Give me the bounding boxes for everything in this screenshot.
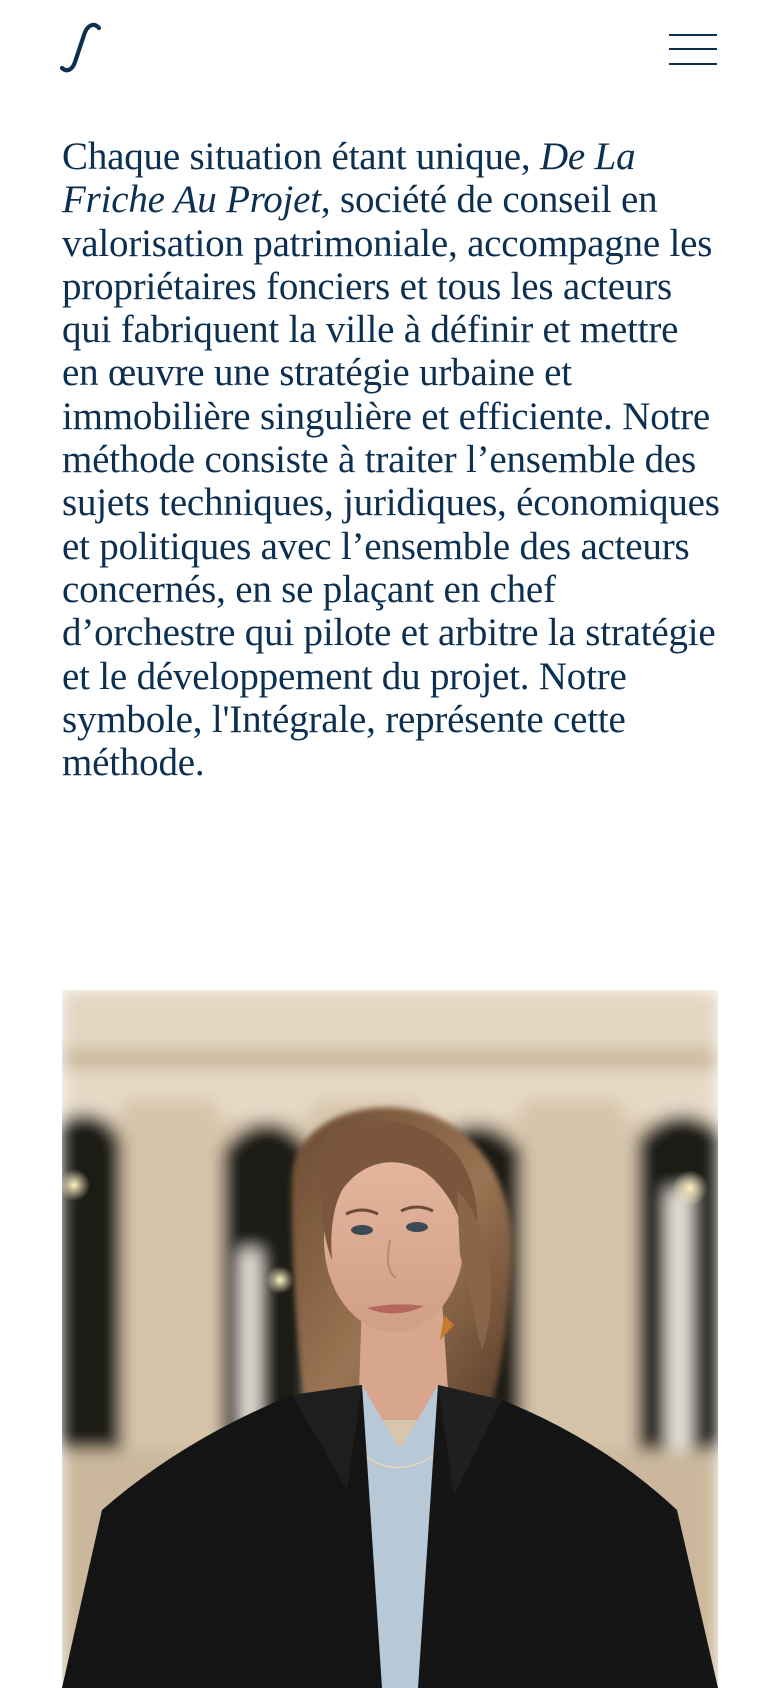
- intro-text-rest: , société de conseil en valorisation patrimoniale, accompagne les propriétaires fonciers et tous les acteurs qui fabriquent la ville à définir et mettre en œuvre une stratégie urbaine et immobilière singulière et efficiente. Notre méthode consiste à traiter l’ensemble des sujets techniques, juridiques, économiques et politiques avec l’ensemble des acteurs concernés, en se plaçant en chef d’orchestre qui pilote et arbitre la stratégie et le développement du projet. Notre symbole, l'Intégrale, représente cette méthode.: [62, 178, 720, 785]
- menu-line: [669, 34, 717, 36]
- menu-button[interactable]: [667, 30, 719, 66]
- intro-text-start: Chaque situation étant unique,: [62, 135, 540, 178]
- intro-paragraph: [62, 135, 724, 784]
- portrait-photo: [62, 990, 718, 1688]
- menu-line: [669, 48, 717, 50]
- site-header: [0, 0, 780, 100]
- integral-logo-icon[interactable]: [58, 22, 104, 74]
- company-name: De La Friche Au Projet: [62, 135, 636, 222]
- menu-line: [669, 63, 717, 65]
